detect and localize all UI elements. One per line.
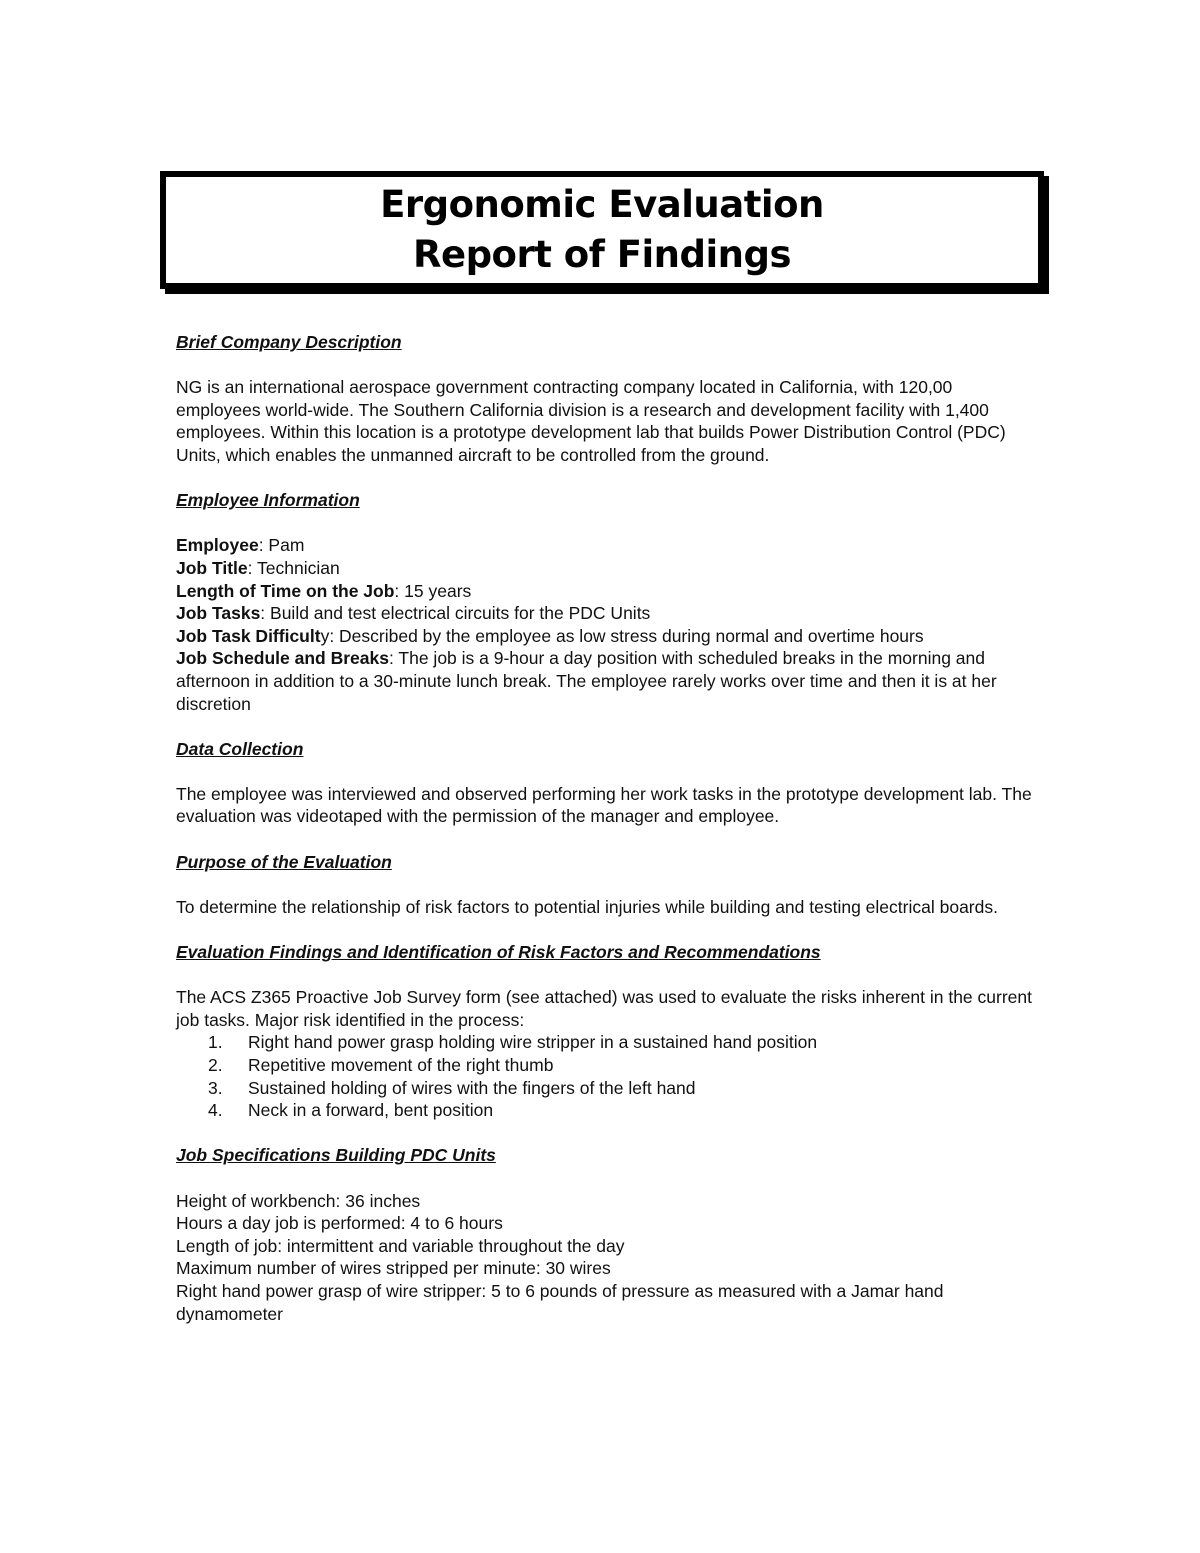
employee-fields bbox=[176, 534, 1036, 715]
title-box bbox=[160, 171, 1044, 289]
employee-field bbox=[176, 602, 1036, 625]
data-collection-text: The employee was interviewed and observed performing her work tasks in the prototype development lab. The evaluation was videotaped with the permission of the manager and employee. bbox=[176, 783, 1032, 827]
findings-text: The ACS Z365 Proactive Job Survey form (see attached) was used to evaluate the risks inherent in the current job tasks. Major risk identified in the process: bbox=[176, 987, 1032, 1030]
company-heading: Brief Company Description bbox=[176, 332, 402, 352]
employee-field bbox=[176, 557, 1036, 580]
employee-field bbox=[176, 580, 1036, 603]
field-value: : Pam bbox=[258, 535, 305, 556]
data-collection-heading: Data Collection bbox=[176, 738, 304, 759]
list-item bbox=[208, 1031, 1036, 1054]
list-text: Sustained holding of wires with the fingers of the left hand bbox=[248, 1077, 696, 1098]
purpose-heading: Purpose of the Evaluation bbox=[176, 851, 392, 872]
field-label: Employee bbox=[176, 535, 259, 556]
employee-heading: Employee Information bbox=[176, 490, 360, 511]
title-line-2: Report of Findings bbox=[412, 233, 792, 276]
field-label: Job Title bbox=[176, 557, 248, 578]
list-text: Neck in a forward, bent position bbox=[248, 1100, 494, 1121]
specs-heading: Job Specifications Building PDC Units bbox=[176, 1145, 496, 1166]
spec-line: Hours a day job is performed: 4 to 6 hours bbox=[176, 1213, 503, 1234]
field-label: Length of Time on the Job bbox=[176, 580, 395, 601]
employee-field bbox=[176, 625, 1036, 648]
specs-list bbox=[176, 1190, 1036, 1326]
field-value: : Build and test electrical circuits for the PDC Units bbox=[260, 603, 651, 624]
list-number: 2. bbox=[208, 1055, 223, 1075]
purpose-text: To determine the relationship of risk factors to potential injuries while building and testing electrical boards. bbox=[176, 896, 998, 917]
field-value: : 15 years bbox=[394, 580, 472, 601]
field-value: : The job is a 9-hour a day position with scheduled breaks in the morning and afternoon in addition to a 30-minute lunch break. The employee rarely works over time and then it is at her discretion bbox=[176, 648, 997, 714]
field-label: Job Schedule and Breaks bbox=[176, 648, 389, 669]
field-value: y: Described by the employee as low stress during normal and overtime hours bbox=[320, 625, 924, 646]
spec-line: Length of job: intermittent and variable throughout the day bbox=[176, 1235, 625, 1256]
field-label: Job Task Difficult bbox=[176, 625, 321, 646]
list-item bbox=[208, 1054, 1036, 1077]
company-text: NG is an international aerospace government contracting company located in California, with 120,00 employees world-wide. The Southern California division is a research and development facility with 1,400 employees. Within this location is a prototype development lab that builds Power Distribution Control (PDC) Units, which enables the unmanned aircraft to be controlled from the ground. bbox=[176, 377, 1006, 465]
title-line-1: Ergonomic Evaluation bbox=[380, 183, 824, 226]
field-label: Job Tasks bbox=[176, 603, 261, 624]
spec-line: Maximum number of wires stripped per minute: 30 wires bbox=[176, 1258, 611, 1279]
employee-field bbox=[176, 647, 1036, 715]
spec-line: Height of workbench: 36 inches bbox=[176, 1190, 421, 1211]
report-body bbox=[176, 331, 1036, 1325]
list-text: Right hand power grasp holding wire stripper in a sustained hand position bbox=[248, 1032, 818, 1053]
list-number: 3. bbox=[208, 1077, 223, 1098]
spec-line: Right hand power grasp of wire stripper: 5 to 6 pounds of pressure as measured with a Jamar hand dynamometer bbox=[176, 1280, 944, 1324]
risk-list bbox=[176, 1031, 1036, 1121]
list-number: 4. bbox=[208, 1100, 223, 1121]
list-text: Repetitive movement of the right thumb bbox=[248, 1055, 554, 1075]
list-item bbox=[208, 1099, 1036, 1122]
list-number: 1. bbox=[208, 1032, 223, 1053]
findings-heading: Evaluation Findings and Identification of Risk Factors and Recommendations bbox=[176, 942, 821, 963]
list-item bbox=[208, 1077, 1036, 1100]
employee-field bbox=[176, 534, 1036, 557]
field-value: : Technician bbox=[247, 557, 340, 578]
